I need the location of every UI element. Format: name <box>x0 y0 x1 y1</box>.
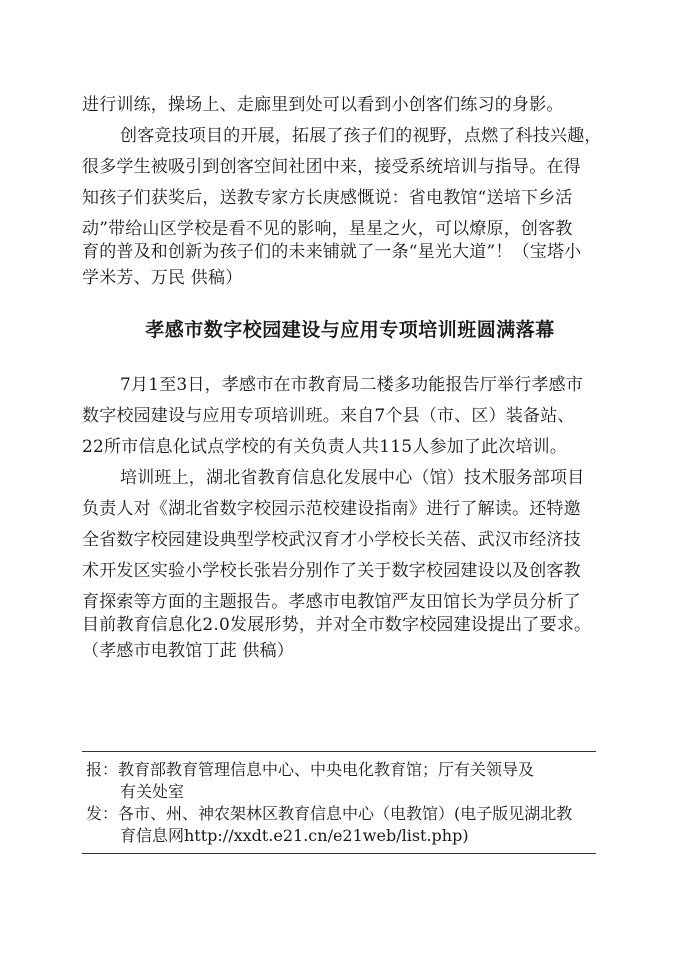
paragraph-line: 育的普及和创新为孩子们的未来铺就了一条“星光大道”！（宝塔小 <box>82 242 582 262</box>
paragraph-line: 进行训练，操场上、走廊里到处可以看到小创客们练习的身影。 <box>82 95 564 115</box>
paragraph-line: 22所市信息化试点学校的有关负责人共115人参加了此次培训。 <box>82 437 568 457</box>
paragraph-line: 数字校园建设与应用专项培训班。来自7个县（市、区）装备站、 <box>82 406 575 426</box>
paragraph-line: （孝感市电教馆丁茈 供稿） <box>82 641 295 661</box>
paragraph-line: 育探索等方面的主题报告。孝感市电教馆严友田馆长为学员分析了 <box>82 592 581 612</box>
paragraph-line: 培训班上，湖北省教育信息化发展中心（馆）技术服务部项目 <box>120 468 585 488</box>
paragraph-line: 很多学生被吸引到创客空间社团中来，接受系统培训与指导。在得 <box>82 157 581 177</box>
paragraph-line: 创客竞技项目的开展，拓展了孩子们的视野，点燃了科技兴趣， <box>120 126 602 146</box>
paragraph-line: 目前教育信息化2.0发展形势，并对全市数字校园建设提出了要求。 <box>82 615 592 635</box>
footer-top-rule <box>82 751 596 752</box>
paragraph-line: 学米芳、万民 供稿） <box>82 268 243 288</box>
paragraph-line: 全省数字校园建设典型学校武汉育才小学校长关蓓、武汉市经济技 <box>82 530 581 550</box>
report-to-line: 报：教育部教育管理信息中心、中央电化教育馆；厅有关领导及 <box>86 760 535 779</box>
paragraph-line: 7月1至3日，孝感市在市教育局二楼多功能报告厅举行孝感市 <box>120 375 584 395</box>
paragraph-line: 动”带给山区学校是看不见的影响，星星之火，可以燎原，创客教 <box>82 219 573 239</box>
article-title: 孝感市数字校园建设与应用专项培训班圆满落幕 <box>145 319 555 341</box>
paragraph-line: 知孩子们获奖后，送教专家方长庚感慨说：省电教馆“送培下乡活 <box>82 188 573 208</box>
report-to-line: 有关处室 <box>120 782 185 801</box>
send-to-line: 育信息网http://xxdt.e21.cn/e21web/list.php) <box>120 826 469 845</box>
paragraph-line: 负责人对《湖北省数字校园示范校建设指南》进行了解读。还特邀 <box>82 499 581 519</box>
footer-bottom-rule <box>82 853 596 854</box>
paragraph-line: 术开发区实验小学校长张岩分别作了关于数字校园建设以及创客教 <box>82 561 581 581</box>
send-to-line: 发：各市、州、神农架林区教育信息中心（电教馆）(电子版见湖北教 <box>86 804 573 823</box>
